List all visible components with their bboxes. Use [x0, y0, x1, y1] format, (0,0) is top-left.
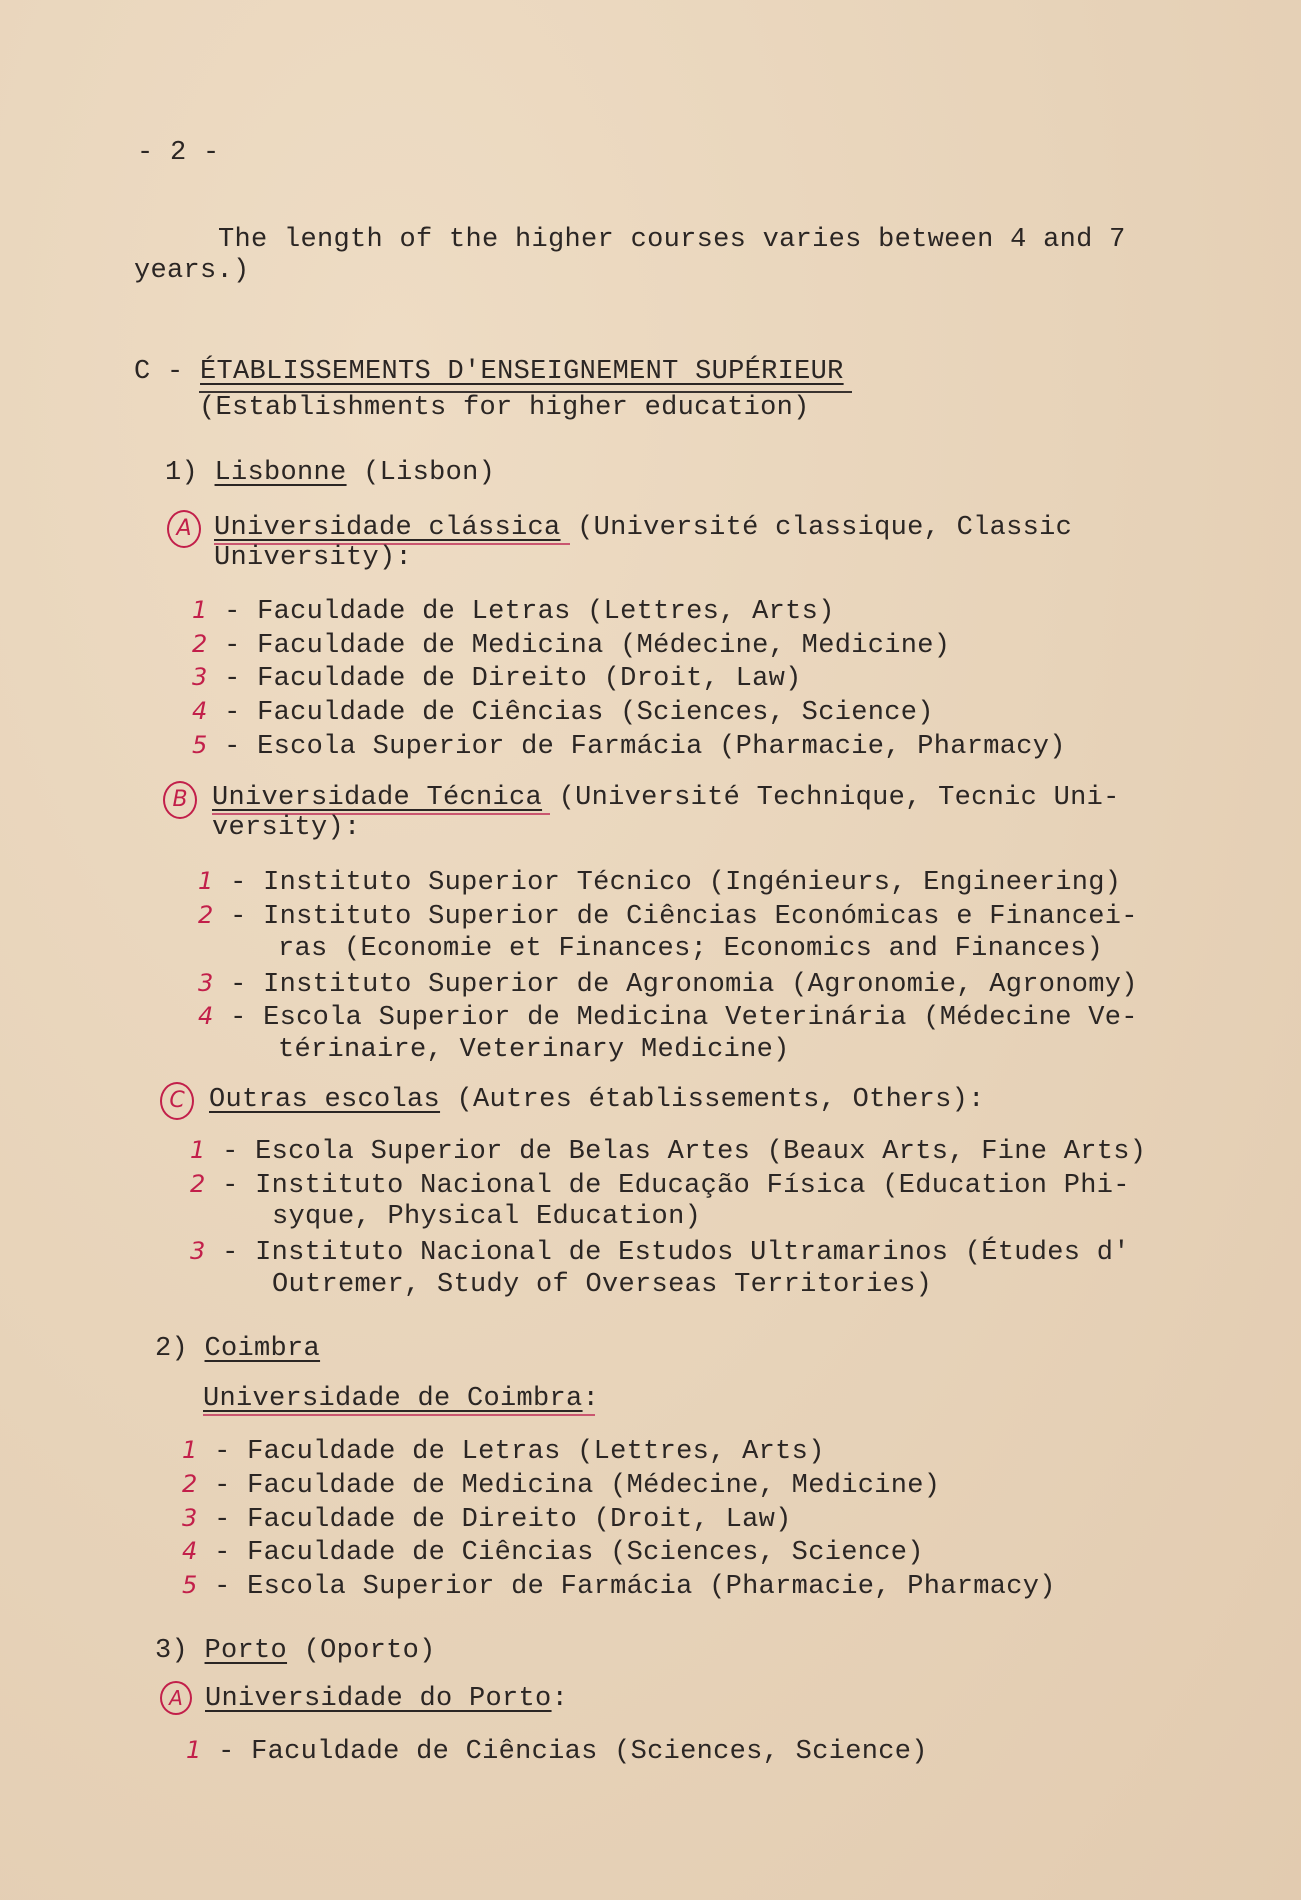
item-number: 5 — [182, 1571, 198, 1599]
section-c-subtitle: (Establishments for higher education) — [199, 393, 810, 423]
section-c-heading — [134, 357, 844, 387]
intro-line-1: The length of the higher courses varies between 4 and 7 — [218, 225, 1126, 255]
page-number: - 2 - — [137, 138, 220, 168]
item-number: 1 — [186, 1736, 202, 1764]
list-item: 2 - Faculdade de Medicina (Médecine, Medicine) — [192, 630, 951, 661]
lisbon-name: Lisbonne — [214, 458, 347, 488]
outras-escolas-rest: (Autres établissements, Others): — [440, 1085, 985, 1115]
porto-number: 3) — [155, 1636, 189, 1666]
univ-tecnica-rest: (Université Technique, Tecnic Uni- — [542, 783, 1120, 813]
lisbon-heading — [165, 458, 495, 488]
porto-name: Porto — [204, 1636, 288, 1666]
mark-b-circle: B — [163, 781, 197, 819]
mark-c-circle: C — [160, 1082, 194, 1120]
list-item: 1 - Escola Superior de Belas Artes (Beaux Arts, Fine Arts) — [190, 1136, 1147, 1167]
item-number: 1 — [192, 596, 208, 624]
outras-escolas-line — [209, 1085, 985, 1115]
univ-tecnica-line-2: versity): — [212, 813, 361, 843]
coimbra-number: 2) — [155, 1334, 189, 1364]
univ-tecnica-line-1 — [212, 783, 1120, 813]
coimbra-name: Coimbra — [204, 1334, 321, 1364]
list-item: 4 - Faculdade de Ciências (Sciences, Science) — [182, 1537, 924, 1568]
list-item: 2 - Instituto Nacional de Educação Física (Education Phi- — [190, 1170, 1130, 1201]
list-item: 4 - Escola Superior de Medicina Veterinária (Médecine Ve- — [198, 1002, 1138, 1033]
univ-tecnica-name: Universidade Técnica — [212, 783, 543, 813]
item-number: 3 — [198, 969, 214, 997]
coimbra-heading — [155, 1334, 320, 1364]
list-item: 2 - Faculdade de Medicina (Médecine, Medicine) — [182, 1470, 941, 1501]
item-number: 1 — [182, 1436, 198, 1464]
list-item: 3 - Instituto Nacional de Estudos Ultramarinos (Études d' — [190, 1237, 1130, 1268]
list-item: 1 - Instituto Superior Técnico (Ingénieurs, Engineering) — [198, 867, 1122, 898]
list-item: 1 - Faculdade de Ciências (Sciences, Science) — [186, 1736, 928, 1767]
item-number: 4 — [192, 697, 208, 725]
list-item: 4 - Faculdade de Ciências (Sciences, Science) — [192, 697, 934, 728]
list-item-continuation: syque, Physical Education) — [272, 1202, 702, 1232]
lisbon-translation: (Lisbon) — [363, 458, 496, 488]
list-item: 5 - Escola Superior de Farmácia (Pharmacie, Pharmacy) — [192, 731, 1066, 762]
list-item: 2 - Instituto Superior de Ciências Económicas e Financei- — [198, 901, 1138, 932]
intro-line-2: years.) — [134, 256, 250, 286]
univ-classica-rest: (Université classique, Classic — [560, 513, 1073, 543]
univ-classica-name: Universidade clássica — [214, 513, 561, 543]
item-number: 2 — [190, 1170, 206, 1198]
list-item: 3 - Faculdade de Direito (Droit, Law) — [192, 663, 802, 694]
red-underline-coimbra — [203, 1414, 595, 1416]
list-item: 3 - Instituto Superior de Agronomia (Agronomie, Agronomy) — [198, 969, 1138, 1000]
list-item: 1 - Faculdade de Letras (Lettres, Arts) — [182, 1436, 825, 1467]
univ-coimbra-name: Universidade de Coimbra — [203, 1384, 583, 1414]
item-number: 3 — [192, 663, 208, 691]
item-number: 5 — [192, 731, 208, 759]
porto-translation: (Oporto) — [303, 1636, 436, 1666]
univ-classica-line-2: University): — [214, 543, 413, 573]
list-item: 1 - Faculdade de Letras (Lettres, Arts) — [192, 596, 835, 627]
item-number: 2 — [192, 630, 208, 658]
section-c-title: ÉTABLISSEMENTS D'ENSEIGNEMENT SUPÉRIEUR — [200, 357, 844, 387]
item-number: 3 — [182, 1504, 198, 1532]
item-number: 3 — [190, 1237, 206, 1265]
outras-escolas-name: Outras escolas — [209, 1085, 441, 1115]
mark-a-porto-circle: A — [160, 1681, 192, 1715]
item-number: 1 — [190, 1136, 206, 1164]
univ-porto-name: Universidade do Porto — [205, 1684, 552, 1714]
univ-porto-line: Universidade do Porto: — [205, 1684, 569, 1714]
item-number: 2 — [182, 1470, 198, 1498]
porto-heading — [155, 1636, 436, 1666]
list-item-continuation: térinaire, Veterinary Medicine) — [278, 1035, 790, 1065]
item-number: 2 — [198, 901, 214, 929]
lisbon-number: 1) — [165, 458, 199, 488]
list-item: 3 - Faculdade de Direito (Droit, Law) — [182, 1504, 792, 1535]
item-number: 4 — [198, 1002, 214, 1030]
list-item: 5 - Escola Superior de Farmácia (Pharmacie, Pharmacy) — [182, 1571, 1056, 1602]
item-number: 1 — [198, 867, 214, 895]
subtitle-overline — [199, 391, 852, 393]
section-c-prefix: C - — [134, 357, 201, 387]
list-item-continuation: Outremer, Study of Overseas Territories) — [272, 1270, 933, 1300]
univ-classica-line-1 — [214, 513, 1072, 543]
mark-a-circle: A — [167, 510, 201, 548]
list-item-continuation: ras (Economie et Finances; Economics and Finances) — [278, 934, 1104, 964]
univ-coimbra-line: Universidade de Coimbra: — [203, 1384, 600, 1414]
item-number: 4 — [182, 1537, 198, 1565]
